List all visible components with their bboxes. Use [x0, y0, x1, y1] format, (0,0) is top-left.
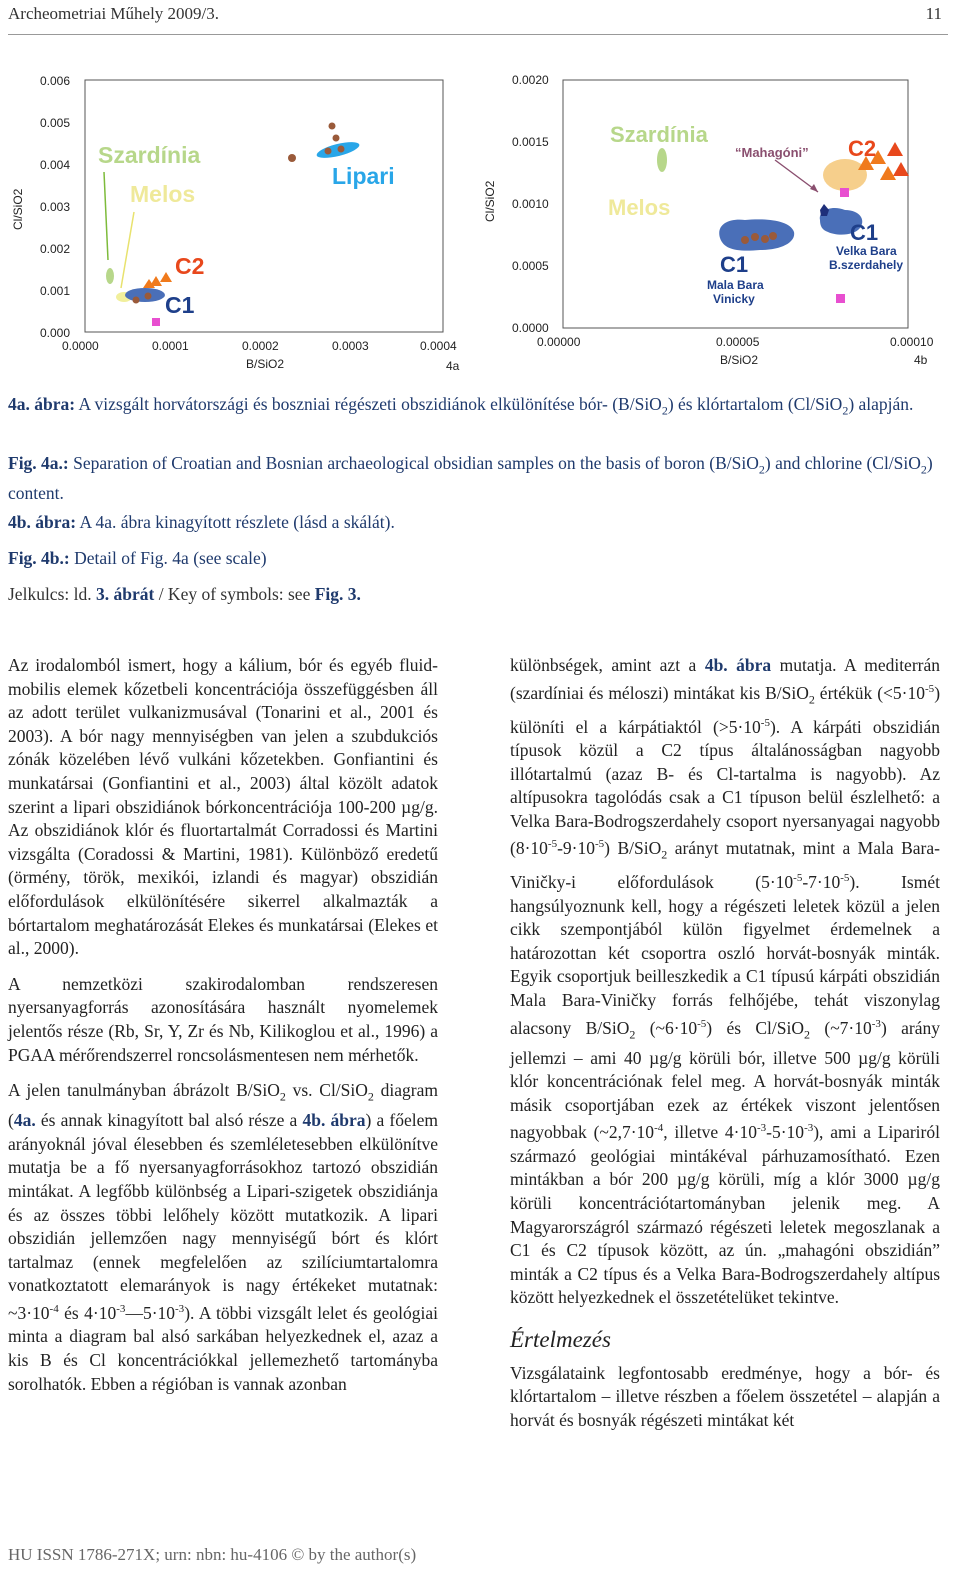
fig4b-label-melos: Melos: [608, 195, 671, 220]
caption-4b-hu: [8, 511, 948, 534]
fig4b-xtick: 0.00005: [716, 335, 760, 349]
fig4a-tag: 4a: [446, 359, 460, 373]
paragraph: A nemzetközi szakirodalomban rendszeresen nyersanyagforrás azonosítására használt nyomelemek jelentős része (Rb, Sr, Y, Zr és Nb, Kilikoglou et al., 1996) a PGAA mérőrendszerrel roncsolásmentesen nem mérhetők.: [8, 973, 438, 1065]
fig4a-pink-square: [152, 318, 160, 326]
caption-text: A vizsgált horvátországi és boszniai régészeti obszidiánok elkülönítése bór- (B/SiO: [75, 394, 662, 414]
fig4b-label-vinicky: Vinicky: [713, 292, 755, 306]
text-run: ) és Cl/SiO: [706, 1017, 805, 1038]
page-header: [8, 4, 948, 35]
superscript: -3: [871, 1017, 881, 1030]
fig4a-lipari-dot: [333, 135, 340, 142]
figure-ref: 4b. ábra: [302, 1110, 366, 1131]
fig4b-label-mala-bara: Mala Bara: [707, 278, 764, 292]
superscript: -5: [547, 838, 558, 851]
caption-text: ) és klórtartalom (Cl/SiO: [667, 394, 843, 414]
paragraph: [510, 654, 940, 1310]
subscript: 2: [629, 1026, 636, 1041]
fig4b-label-c1-left: C1: [720, 252, 749, 277]
subscript: 2: [367, 1089, 374, 1104]
superscript: -5: [840, 872, 850, 885]
caption-label: 4a. ábra:: [8, 394, 76, 414]
fig4a-label-melos: Melos: [130, 181, 196, 207]
text-run: és annak kinagyított bal alsó része a: [35, 1110, 303, 1131]
caption-text: ) and chlorine (Cl/SiO: [764, 453, 921, 473]
fig4b-sample-dot: [761, 235, 769, 243]
text-run: diagram (: [8, 1080, 438, 1131]
text-run: —5·10: [125, 1302, 176, 1323]
caption-text: A 4a. ábra kinagyított részlete (lásd a skálát).: [76, 512, 395, 532]
text-run: ) különíti el a kárpátiaktól (>5·10: [510, 682, 941, 737]
caption-text: Detail of Fig. 4a (see scale): [69, 548, 267, 568]
superscript: -5: [793, 872, 803, 885]
fig4a-melos-arrow: [121, 212, 134, 288]
superscript: -5: [760, 716, 770, 729]
fig4a-xtick: 0.0001: [152, 339, 189, 353]
fig4a-c2-triangle: [160, 272, 172, 282]
text-run: ), ami a Lipariról származó geológiai mintákéval párhuzamosítható. Ezen mintákban a bór 200 µg/g körüli, míg a klór 3000 µg/g körüli koncentrációtartományban jelenik meg. A Magyarországról származó régészeti leletek megoszlanak a C1 és C2 típusok között, az ún. „mahagóni obszidián” minták a C2 típus és a Velka Bara-Bodrogszerdahely altípus között helyezkednek el összetételüket tekintve.: [510, 1122, 940, 1308]
fig4a-ytick: 0.005: [40, 116, 71, 130]
fig4b-ytick: 0.0005: [512, 259, 549, 273]
superscript: -4: [49, 1302, 59, 1315]
fig4b-label-szardinia: Szardínia: [610, 122, 708, 147]
fig4a-sardinia-arrow: [104, 172, 108, 260]
text-run: ) B/SiO: [604, 838, 662, 859]
fig4b-ylabel: Cl/SiO2: [483, 180, 497, 222]
fig4a-sardinia-cloud: [106, 268, 114, 284]
text-run: -9·10: [557, 838, 595, 859]
caption-text: Jelkulcs: ld.: [8, 584, 96, 604]
superscript: -5: [697, 1017, 707, 1030]
figure-4: [0, 60, 960, 380]
fig4b-sample-dot: [751, 233, 759, 241]
section-heading: Értelmezés: [510, 1326, 611, 1352]
caption-4a-hu: [8, 393, 948, 423]
fig4b-mahagoni-cloud: [823, 159, 867, 191]
text-run: ). A többi vizsgált lelet és geológiai minta a diagram bal alsó sarkában helyezkednek el, azaz a kis B és Cl koncentrációkkal jellemezhető tartományba sorolhatók. Ebben a régióban is vannak azonban: [8, 1302, 438, 1394]
subscript: 2: [661, 403, 668, 418]
fig4b-label-c1-right: C1: [850, 220, 879, 245]
text-run: A jelen tanulmányban ábrázolt B/SiO: [8, 1080, 280, 1101]
fig4a-ytick: 0.003: [40, 200, 71, 214]
fig4b-sardinia-cloud: [657, 148, 667, 172]
figure-ref: 3. ábrát: [95, 584, 155, 604]
fig4b-sample-dot: [769, 232, 777, 240]
fig4a-label-c1: C1: [165, 292, 195, 318]
text-run: értékük (<5·10: [814, 682, 926, 703]
fig4b-c2-triangle: [893, 162, 909, 176]
superscript: -3: [756, 1122, 767, 1135]
caption-4b-en: [8, 547, 948, 570]
fig4b-label-bszerdahely: B.szerdahely: [829, 258, 904, 272]
fig4b-xtick: 0.00000: [537, 335, 581, 349]
fig4a-ytick: 0.002: [40, 242, 71, 256]
figure-svg: [0, 60, 960, 380]
caption-label: 4b. ábra:: [8, 512, 77, 532]
paragraph: Az irodalomból ismert, hogy a kálium, bór és egyéb fluid-mobilis elemek kőzetbeli koncentrációja összefüggésben áll az adott terület vulkanizmusával (Tonarini et al., 2001 és 2003). A bór nagy mennyiségben van jelen a szubdukciós zónák közelében lévő vulkáni kőzetekben. Gonfiantini és munkatársai (Gonfiantini et al., 2003) által közölt adatok szerint a lipari obszidiánok bórkoncentrációja 100-200 µg/g. Az obszidiánok klór és fluortartalmát Corradossi és Martini vizsgálta (Coradossi & Martini, 1981). Különböző eredetű (örmény, török, mexikói, izlandi és magyar) obszidián előfordulások elkülönítésére sikerrel alkalmazták a bórtartalom meghatározását Elekes és munkatársai (Elekes et al., 2000).: [8, 655, 438, 959]
fig4a-label-lipari: Lipari: [332, 163, 395, 189]
fig4a-xtick: 0.0000: [62, 339, 99, 353]
fig4a-lipari-dot: [338, 146, 345, 153]
subscript: 2: [758, 462, 765, 477]
fig4a-xtick: 0.0002: [242, 339, 279, 353]
figure-ref: 4a.: [13, 1110, 36, 1131]
superscript: -3: [804, 1122, 814, 1135]
caption-text: ) alapján.: [848, 394, 914, 414]
fig4a-sample-dot: [133, 297, 140, 304]
fig4b-pink-square: [840, 188, 849, 197]
superscript: -3: [175, 1302, 185, 1315]
caption-text: Separation of Croatian and Bosnian archaeological obsidian samples on the basis of boron (B/SiO: [68, 453, 759, 473]
text-run: mutatja. A mediterrán (szardíniai és méloszi) mintákat kis B/SiO: [510, 655, 941, 703]
caption-text: / Key of symbols: see: [154, 584, 315, 604]
fig4a-xtick: 0.0004: [420, 339, 457, 353]
fig4b-ytick: 0.0020: [512, 73, 549, 87]
caption-key: [8, 583, 948, 606]
fig4b-tag: 4b: [914, 353, 928, 367]
fig4b-xlabel: B/SiO2: [720, 353, 759, 367]
fig4a-lipari-dot: [329, 123, 336, 130]
fig4b-label-mahagoni: “Mahagóni”: [735, 145, 809, 160]
subscript: 2: [804, 1026, 811, 1041]
text-run: ). Ismét hangsúlyoznunk kell, hogy a régészeti leletek közül a jelen cikk szempontjából külön figyelmet érdemelnek a határozottan két csoportra oszló horvát-bosnyák minták. Egyik csoportjuk beilleszkedik a C1 típusú kárpáti obszidián Mala Bara-Viničky forrás felhőjébe, tehát viszonylag alacsony B/SiO: [510, 872, 940, 1038]
right-column: [510, 654, 940, 1444]
fig4a-label-szardinia: Szardínia: [98, 142, 201, 168]
text-run: , illetve 4·10: [663, 1122, 757, 1143]
fig4b-ytick: 0.0000: [512, 321, 549, 335]
text-run: (~7·10: [810, 1017, 872, 1038]
footer: HU ISSN 1786-271X; urn: nbn: hu-4106 © by the author(s): [8, 1545, 417, 1564]
figure-ref: 4b. ábra: [704, 655, 772, 675]
paragraph: Vizsgálataink legfontosabb eredménye, hogy a bór- és klórtartalom – illetve részben a főelem összetétel – alapján a horvát és bosnyák régészeti mintákat két: [510, 1362, 940, 1430]
fig4b-label-c2: C2: [848, 136, 877, 161]
caption-label: Fig. 4a.:: [8, 453, 69, 473]
text-run: -7·10: [802, 872, 841, 893]
superscript: -3: [116, 1302, 126, 1315]
superscript: -5: [925, 682, 935, 695]
fig4a-lipari-dot: [325, 148, 332, 155]
left-column: [8, 654, 438, 1408]
superscript: -4: [654, 1122, 664, 1135]
subscript: 2: [920, 462, 927, 477]
caption-4a-en: [8, 452, 948, 505]
text-run: és 4·10: [58, 1302, 117, 1323]
caption-text: ) content.: [8, 453, 933, 503]
fig4a-ytick: 0.001: [40, 284, 71, 298]
fig4b-c2-triangle: [880, 166, 896, 180]
page-number: 11: [925, 4, 942, 23]
fig4b-label-velka-bara: Velka Bara: [836, 244, 897, 258]
text-run: vs. Cl/SiO: [285, 1080, 368, 1101]
fig4a-ytick: 0.004: [40, 158, 71, 172]
text-run: arányt mutatnak, mint a Mala Bara-Viničky-i előfordulások (5·10: [510, 838, 940, 893]
fig4a: [11, 74, 460, 373]
subscript: 2: [808, 691, 815, 706]
fig4b-ytick: 0.0010: [512, 197, 549, 211]
journal-title: Archeometriai Műhely 2009/3.: [8, 4, 220, 23]
fig4a-label-c2: C2: [175, 253, 205, 279]
fig4b-pink-square: [836, 294, 845, 303]
fig4a-lipari-dot: [288, 154, 296, 162]
superscript: -5: [594, 838, 605, 851]
text-run: ) arány jellemzi – ami 40 µg/g körüli bór, illetve 500 µg/g körüli klór koncentrációnak felel meg. A horvát-bosnyák minták másik csoportjában ezek az értékek viszont jelentősen nagyobbak (~2,7·10: [510, 1017, 940, 1143]
figure-ref: Fig. 3.: [314, 584, 361, 604]
fig4b-sample-dot: [741, 236, 749, 244]
fig4a-ytick: 0.006: [40, 74, 71, 88]
text-run: ) a főelem arányoknál jóval élesebben és szemléletesebben elkülönítve mutatja be a fő nyersanyagforrásokhoz tartozó obszidián mintákat. A legfőbb különbség a Lipari-szigetek obszidiánja és az összes többi lelőhely között mutatkozik. A lipari obszidián jellemzően nagy mennyiségű bórt és klórt tartalmaz (ennek megfelelően az szilíciumtartalomra vonatkoztatott elemarányok is nagy értékeket mutatnak: ~3·10: [8, 1110, 439, 1323]
fig4a-ylabel: Cl/SiO2: [11, 188, 25, 230]
fig4b-c2-triangle: [887, 142, 903, 156]
fig4a-xlabel: B/SiO2: [246, 357, 285, 371]
fig4b: [483, 73, 934, 367]
subscript: 2: [279, 1089, 286, 1104]
fig4b-xtick: 0.00010: [890, 335, 934, 349]
fig4a-sample-dot: [145, 293, 152, 300]
caption-label: Fig. 4b.:: [8, 548, 70, 568]
fig4b-mahagoni-arrowhead: [810, 184, 818, 192]
fig4a-xtick: 0.0003: [332, 339, 369, 353]
subscript: 2: [842, 403, 849, 418]
paragraph: [8, 1079, 438, 1396]
text-run: ). A kárpáti obszidián típusok közül a C2 típus általánosságban nagyobb illótartalmú (azaz B- és Cl-tartalma is nagyobb). Az altípusokra tagolódás csak a C1 típuson belül észlelhető: a Velka Bara-Bodrogszerdahely csoport nyersanyagai nagyobb (8·10: [510, 716, 940, 859]
subscript: 2: [661, 847, 668, 862]
text-run: -5·10: [766, 1122, 805, 1143]
fig4a-ytick: 0.000: [40, 326, 71, 340]
fig4b-ytick: 0.0015: [512, 135, 549, 149]
text-run: különbségek, amint azt a: [510, 655, 705, 675]
text-run: (~6·10: [635, 1017, 698, 1038]
